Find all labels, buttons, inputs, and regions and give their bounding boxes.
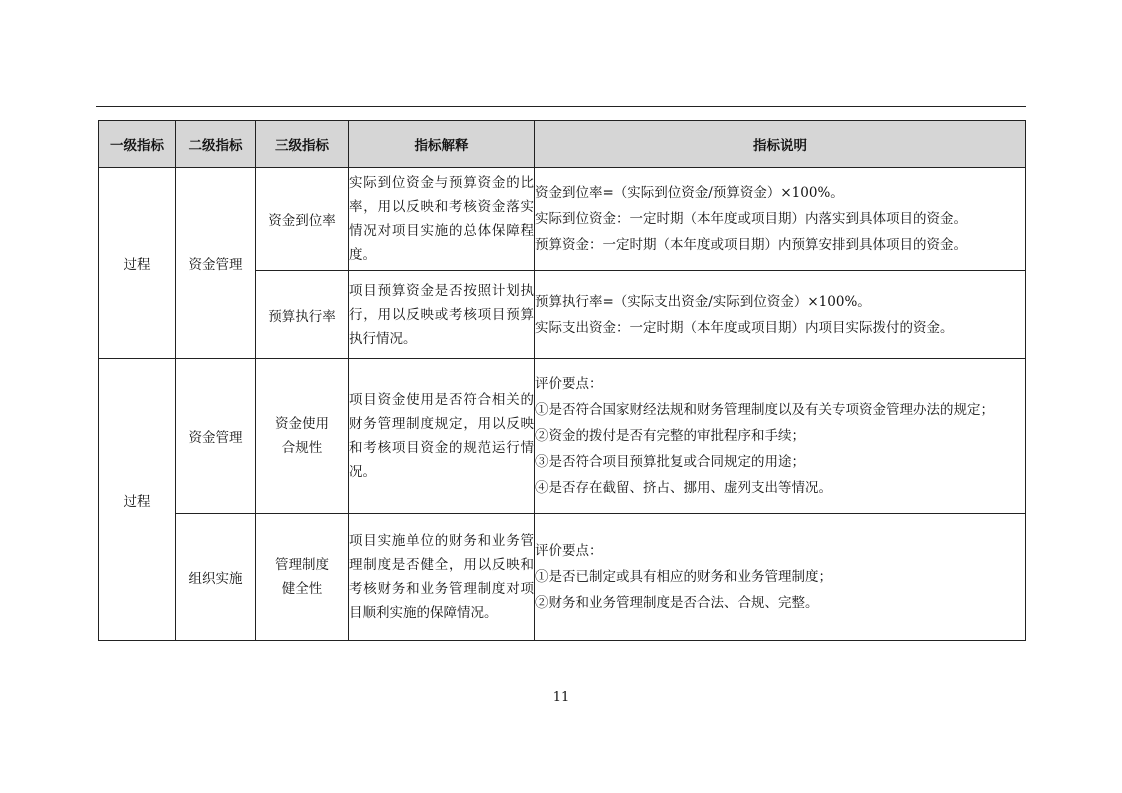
description-line: ①是否已制定或具有相应的财务和业务管理制度； — [535, 569, 832, 585]
explanation-cell: 项目资金使用是否符合相关的财务管理制度规定，用以反映和考核项目资金的规范运行情况。 — [349, 359, 535, 514]
description-line: ④是否存在截留、挤占、挪用、虚列支出等情况。 — [535, 480, 832, 496]
level3-line: 资金使用 — [275, 416, 329, 432]
explanation-cell: 项目预算资金是否按照计划执行，用以反映或考核项目预算执行情况。 — [349, 271, 535, 359]
header-rule — [96, 106, 1026, 107]
description-line: 预算资金：一定时期（本年度或项目期）内预算安排到具体项目的资金。 — [535, 237, 967, 253]
description-cell — [535, 168, 1026, 271]
level3-cell: 预算执行率 — [256, 271, 349, 359]
description-cell — [535, 514, 1026, 641]
level3-line: 管理制度 — [275, 557, 329, 573]
description-line: ②资金的拨付是否有完整的审批程序和手续； — [535, 428, 805, 444]
level3-cell — [256, 514, 349, 641]
table-row — [99, 514, 1026, 641]
level2-cell: 组织实施 — [176, 514, 256, 641]
header-level1: 一级指标 — [99, 121, 176, 168]
level3-line: 合规性 — [281, 440, 323, 456]
description-cell — [535, 359, 1026, 514]
level2-cell: 资金管理 — [176, 359, 256, 514]
description-cell — [535, 271, 1026, 359]
level3-cell — [256, 359, 349, 514]
description-line: ①是否符合国家财经法规和财务管理制度以及有关专项资金管理办法的规定； — [535, 402, 994, 418]
table-row — [99, 168, 1026, 271]
description-line: 资金到位率=（实际到位资金/预算资金）×100%。 — [535, 185, 844, 201]
description-line: 评价要点： — [535, 543, 603, 559]
description-line: 评价要点： — [535, 376, 603, 392]
page-number: 11 — [552, 690, 570, 705]
description-line: 实际支出资金：一定时期（本年度或项目期）内项目实际拨付的资金。 — [535, 319, 954, 336]
level3-cell: 资金到位率 — [256, 168, 349, 271]
description-line: ②财务和业务管理制度是否合法、合规、完整。 — [535, 595, 819, 611]
level1-cell: 过程 — [99, 168, 176, 359]
explanation-cell: 项目实施单位的财务和业务管理制度是否健全，用以反映和考核财务和业务管理制度对项目顺利实施的保障情况。 — [349, 514, 535, 641]
table-row — [99, 359, 1026, 514]
indicator-table — [98, 120, 1026, 641]
header-explanation: 指标解释 — [349, 121, 535, 168]
description-line: 实际到位资金：一定时期（本年度或项目期）内落实到具体项目的资金。 — [535, 211, 967, 227]
explanation-cell: 实际到位资金与预算资金的比率，用以反映和考核资金落实情况对项目实施的总体保障程度。 — [349, 168, 535, 271]
description-line: 预算执行率=（实际支出资金/实际到位资金）×100%。 — [535, 293, 871, 310]
table-header-row — [99, 121, 1026, 168]
description-line: ③是否符合项目预算批复或合同规定的用途； — [535, 454, 805, 470]
level1-cell: 过程 — [99, 359, 176, 641]
header-description: 指标说明 — [535, 121, 1026, 168]
header-level3: 三级指标 — [256, 121, 349, 168]
level2-cell: 资金管理 — [176, 168, 256, 359]
header-level2: 二级指标 — [176, 121, 256, 168]
level3-line: 健全性 — [281, 581, 323, 597]
